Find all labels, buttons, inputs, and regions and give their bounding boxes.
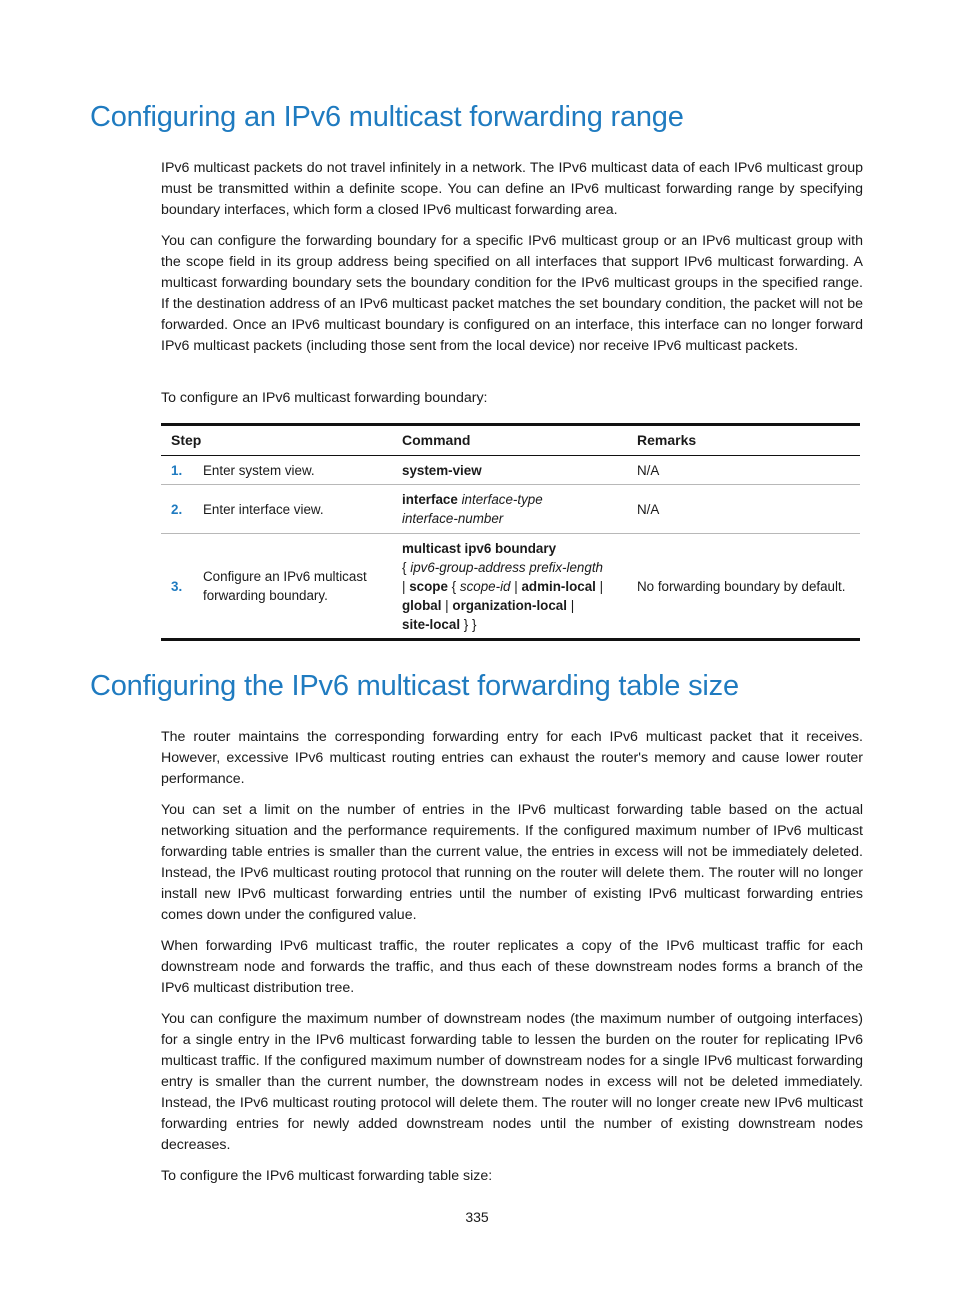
section-heading-table-size: Configuring the IPv6 multicast forwarding table size: [90, 670, 739, 702]
step-description: Configure an IPv6 multicast forwarding boundary.: [203, 534, 402, 640]
remarks-cell: N/A: [637, 485, 860, 534]
command-argument: interface-number: [402, 511, 504, 526]
header-remarks: Remarks: [637, 425, 860, 456]
paragraph: To configure the IPv6 multicast forwarding table size:: [161, 1168, 493, 1184]
header-step: Step: [161, 425, 402, 456]
command-argument: ipv6-group-address prefix-length: [410, 559, 603, 575]
step-number: 1.: [161, 456, 203, 485]
table-header-row: [161, 425, 860, 456]
paragraph: IPv6 multicast packets do not travel infinitely in a network. The IPv6 multicast data of each IPv6 multicast group must be transmitted within a definite scope. You can define an IPv6 multicast forwarding range by specifying boundary interfaces, which form a closed IPv6 multicast forwarding area.: [161, 160, 863, 218]
command-keyword: site-local: [402, 616, 461, 632]
command-cell: [402, 456, 637, 485]
command-syntax: |: [402, 578, 406, 594]
command-keyword: global: [402, 597, 442, 613]
paragraph: When forwarding IPv6 multicast traffic, the router replicates a copy of the IPv6 multicast traffic for each downstream node and forwards the traffic, and thus each of these downstream nodes forms a branch of the IPv6 multicast distribution tree.: [161, 938, 863, 996]
table-row: [161, 456, 860, 485]
command-keyword: system-view: [402, 462, 482, 478]
table-row: [161, 485, 860, 534]
command-keyword: interface: [402, 492, 458, 507]
section-heading-forwarding-range: Configuring an IPv6 multicast forwarding range: [90, 101, 684, 133]
command-argument: interface-type: [461, 492, 543, 507]
command-keyword: multicast ipv6 boundary: [402, 540, 557, 556]
header-command: Command: [402, 425, 637, 456]
command-cell: [402, 534, 637, 640]
paragraph: You can configure the forwarding boundary for a specific IPv6 multicast group or an IPv6 multicast group with the scope field in its group address being specified on all interfaces that support IPv6 multicast forwarding. A multicast forwarding boundary sets the boundary condition for the IPv6 multicast groups in the specified range. If the destination address of an IPv6 multicast packet matches the set boundary condition, the packet will not be forwarded. Once an IPv6 multicast boundary is configured on an interface, this interface can no longer forward IPv6 multicast packets (including those sent from the local device) nor receive IPv6 multicast packets.: [161, 233, 863, 354]
command-argument: scope-id: [459, 578, 511, 594]
step-description: Enter interface view.: [203, 485, 402, 534]
paragraph: You can configure the maximum number of downstream nodes (the maximum number of outgoing interfaces) for a single entry in the IPv6 multicast forwarding table to lessen the burden on the router for replicating IPv6 multicast traffic. If the configured maximum number of downstream nodes for a single IPv6 multicast forwarding entry is smaller than the current number, the downstream nodes in excess will not be deleted immediately. Instead, the IPv6 multicast routing protocol will delete them. The router will no longer create new IPv6 multicast forwarding entries for newly added downstream nodes until the number of existing downstream nodes decreases.: [161, 1011, 863, 1153]
paragraph: To configure an IPv6 multicast forwarding boundary:: [161, 390, 488, 406]
config-table: [161, 423, 860, 641]
step-number: 3.: [161, 534, 203, 640]
command-keyword: scope: [409, 578, 448, 594]
paragraph: You can set a limit on the number of entries in the IPv6 multicast forwarding table based on the actual networking situation and the performance requirements. If the configured maximum number of IPv6 multicast forwarding table entries is smaller than the current value, the entries in excess will not be immediately deleted. Instead, the IPv6 multicast routing protocol that running on the router will delete them. The router will no longer install new IPv6 multicast forwarding entries until the number of existing IPv6 multicast forwarding entries comes down under the configured value.: [161, 802, 863, 923]
command-keyword: admin-local: [521, 578, 596, 594]
paragraph: The router maintains the corresponding forwarding entry for each IPv6 multicast packet that it receives. However, excessive IPv6 multicast routing entries can exhaust the router's memory and cause lower router performance.: [161, 729, 863, 787]
step-description: Enter system view.: [203, 456, 402, 485]
command-syntax: |: [570, 597, 575, 613]
step-number: 2.: [161, 485, 203, 534]
command-syntax: {: [402, 559, 407, 575]
command-syntax: } }: [463, 616, 477, 632]
command-syntax: |: [599, 578, 604, 594]
command-keyword: organization-local: [452, 597, 567, 613]
table-row: [161, 534, 860, 640]
remarks-cell: N/A: [637, 456, 860, 485]
page-number: 335: [465, 1209, 489, 1225]
command-syntax: {: [451, 578, 457, 594]
command-syntax: |: [514, 578, 518, 594]
remarks-cell: No forwarding boundary by default.: [637, 534, 860, 640]
command-cell: [402, 485, 637, 534]
command-syntax: |: [445, 597, 449, 613]
